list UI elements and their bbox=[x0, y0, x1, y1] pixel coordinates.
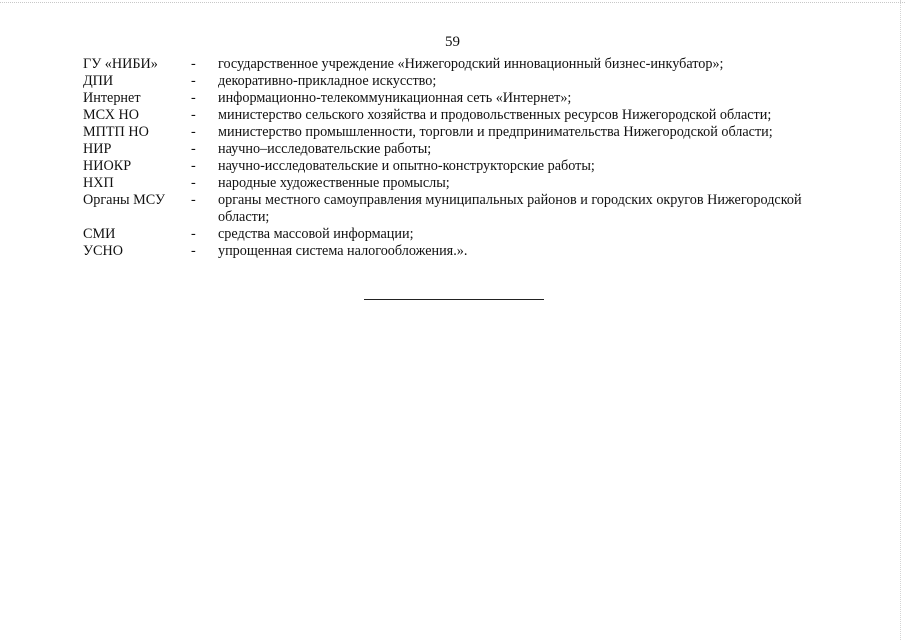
abbreviation-dash: - bbox=[191, 243, 196, 259]
abbreviation-dash: - bbox=[191, 90, 196, 106]
abbreviation-row bbox=[83, 90, 853, 107]
abbreviation-definition: народные художественные промыслы; bbox=[218, 175, 450, 191]
abbreviation-term: ДПИ bbox=[83, 73, 114, 89]
abbreviation-definition: научно-исследовательские и опытно-конструкторские работы; bbox=[218, 158, 595, 174]
abbreviation-term: СМИ bbox=[83, 226, 116, 242]
abbreviation-definition: декоративно-прикладное искусство; bbox=[218, 73, 437, 89]
abbreviation-dash: - bbox=[191, 226, 196, 242]
abbreviation-definition: органы местного самоуправления муниципальных районов и городских округов Нижегородской области; bbox=[218, 192, 802, 225]
page-number: 59 bbox=[445, 34, 460, 50]
abbreviation-dash: - bbox=[191, 192, 196, 208]
abbreviation-definition: министерство промышленности, торговли и предпринимательства Нижегородской области; bbox=[218, 124, 773, 140]
abbreviation-term: Интернет bbox=[83, 90, 141, 106]
abbreviation-row bbox=[83, 175, 853, 192]
abbreviation-term: НХП bbox=[83, 175, 114, 191]
abbreviation-term: НИР bbox=[83, 141, 112, 157]
abbreviation-row bbox=[83, 158, 853, 175]
abbreviation-term: МСХ НО bbox=[83, 107, 139, 123]
abbreviation-dash: - bbox=[191, 158, 196, 174]
abbreviation-definition: научно–исследовательские работы; bbox=[218, 141, 432, 157]
abbreviation-dash: - bbox=[191, 107, 196, 123]
abbreviation-row bbox=[83, 141, 853, 158]
abbreviation-dash: - bbox=[191, 56, 196, 72]
abbreviation-definition: министерство сельского хозяйства и продовольственных ресурсов Нижегородской области; bbox=[218, 107, 772, 123]
abbreviation-row bbox=[83, 243, 853, 260]
abbreviation-row bbox=[83, 73, 853, 90]
abbreviation-dash: - bbox=[191, 73, 196, 89]
abbreviation-term: УСНО bbox=[83, 243, 123, 259]
page-edge-top bbox=[0, 2, 905, 3]
abbreviation-dash: - bbox=[191, 124, 196, 140]
page-edge-right bbox=[900, 0, 901, 640]
abbreviation-definition: государственное учреждение «Нижегородский инновационный бизнес-инкубатор»; bbox=[218, 56, 724, 72]
abbreviation-definition: средства массовой информации; bbox=[218, 226, 414, 242]
abbreviation-row bbox=[83, 124, 853, 141]
abbreviation-term: НИОКР bbox=[83, 158, 132, 174]
abbreviation-row bbox=[83, 56, 853, 73]
abbreviation-row bbox=[83, 226, 853, 243]
abbreviation-term: ГУ «НИБИ» bbox=[83, 56, 158, 72]
section-end-rule bbox=[364, 299, 544, 300]
abbreviation-dash: - bbox=[191, 175, 196, 191]
abbreviation-definition: информационно-телекоммуникационная сеть «Интернет»; bbox=[218, 90, 572, 106]
abbreviation-dash: - bbox=[191, 141, 196, 157]
abbreviation-list bbox=[83, 56, 853, 260]
abbreviation-row bbox=[83, 107, 853, 124]
abbreviation-term: МПТП НО bbox=[83, 124, 149, 140]
abbreviation-row bbox=[83, 192, 853, 226]
abbreviation-definition: упрощенная система налогообложения.». bbox=[218, 243, 468, 259]
abbreviation-term: Органы МСУ bbox=[83, 192, 166, 208]
